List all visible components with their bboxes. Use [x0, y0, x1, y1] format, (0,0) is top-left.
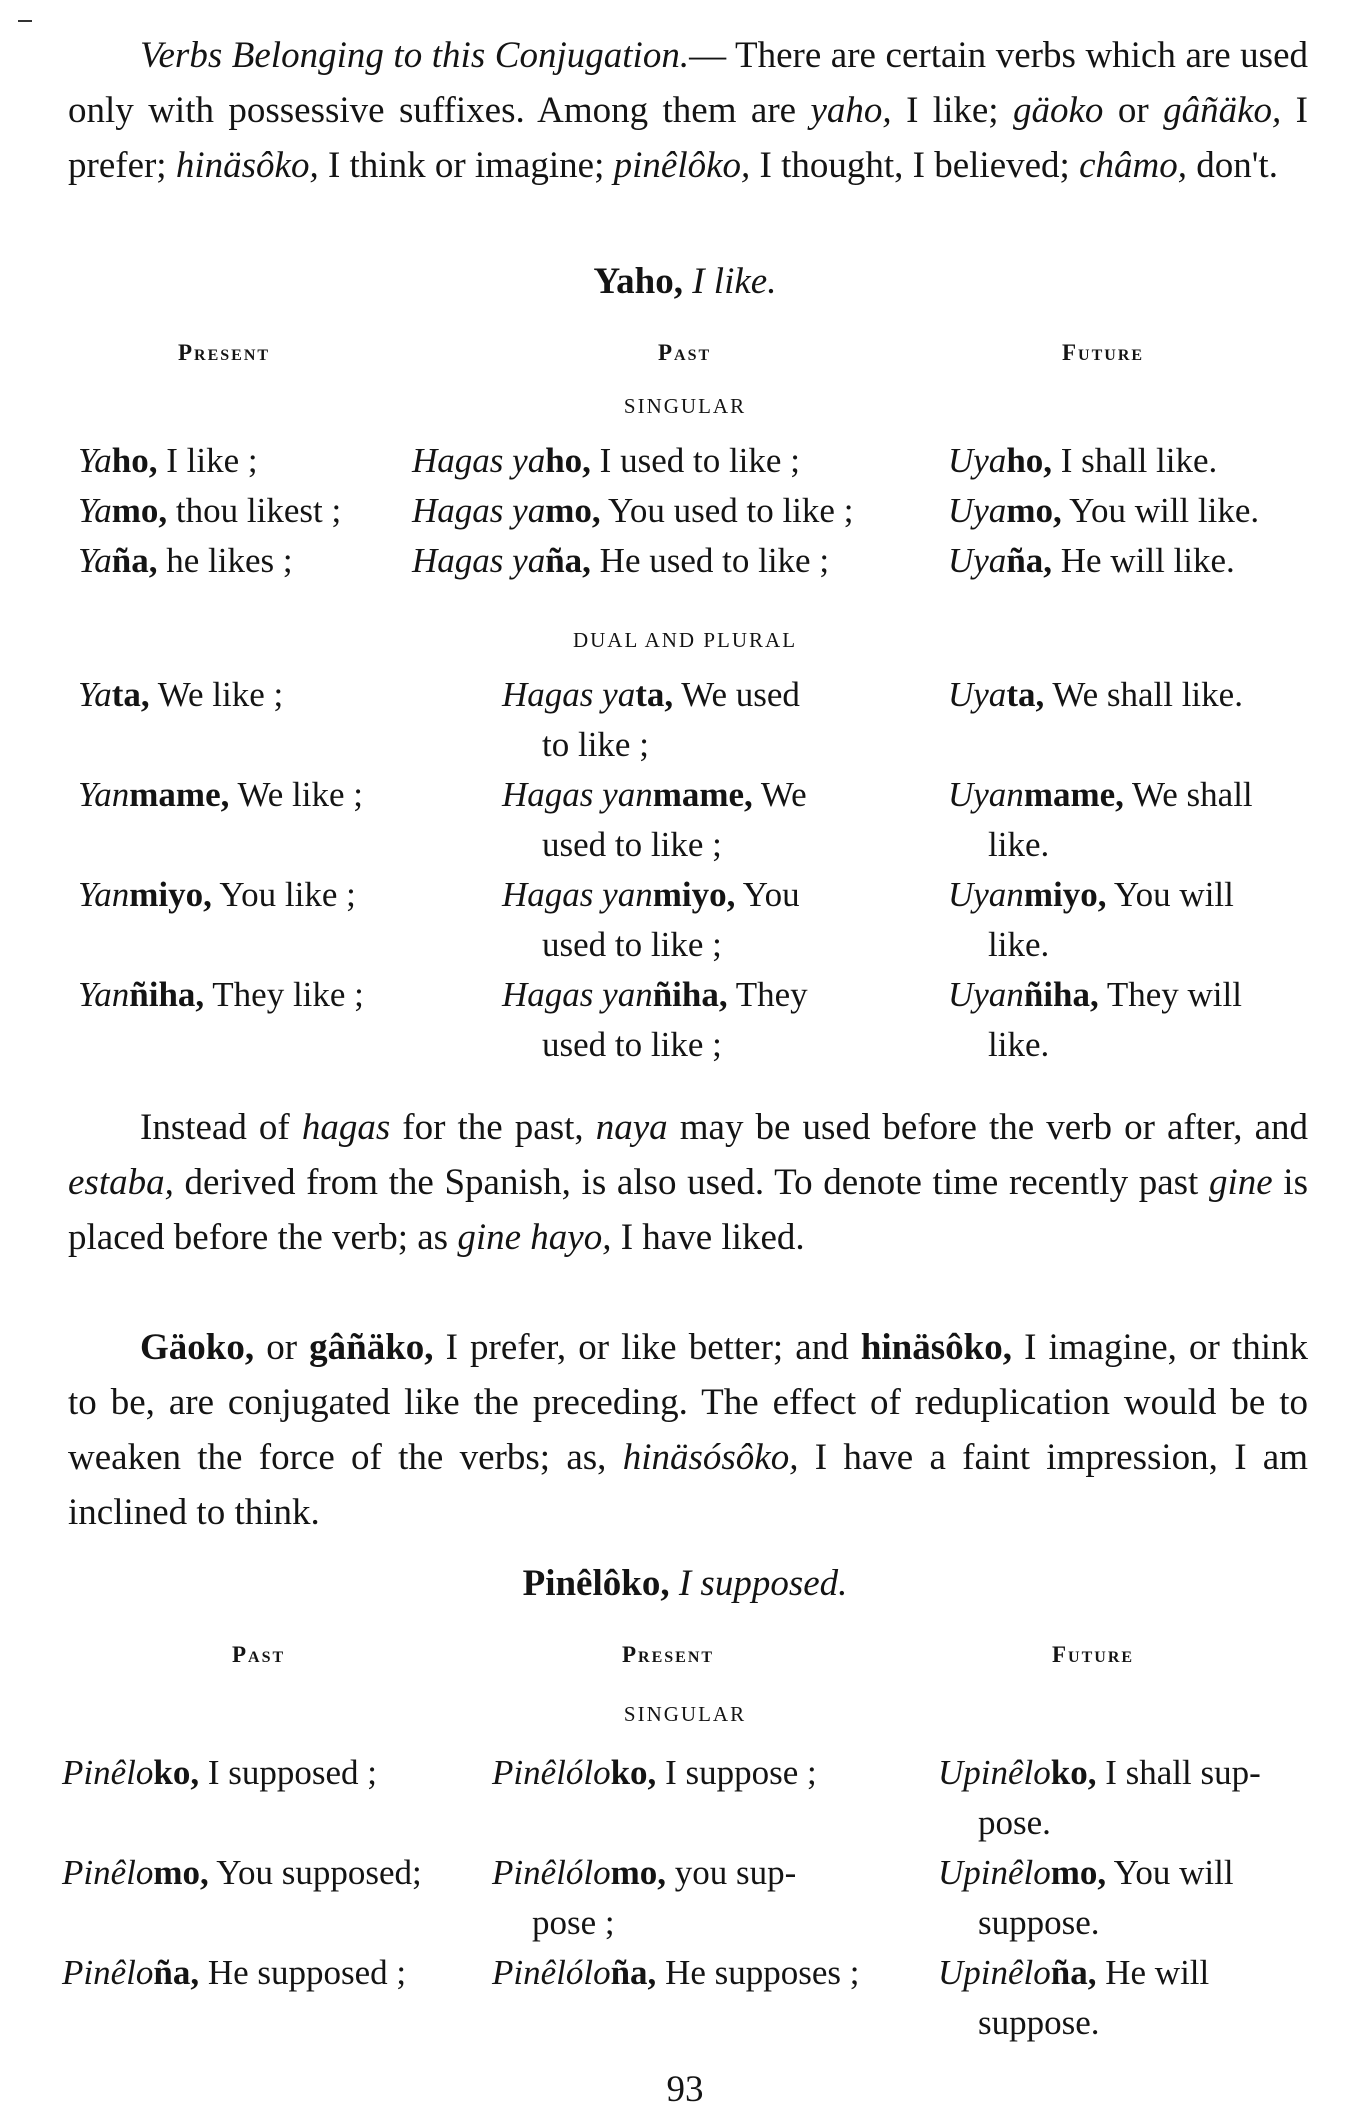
table1-pl-past-3: Hagas yanmiyo, You used to like ;: [502, 875, 800, 964]
table1-pl-past-1: Hagas yata, We used to like ;: [502, 675, 800, 764]
table1-pl-past-4: Hagas yanñiha, They used to like ;: [502, 975, 808, 1064]
table1-sg-past-1: Hagas yaho, I used to like ;: [412, 441, 800, 480]
table1-pl-past-2: Hagas yanmame, We used to like ;: [502, 775, 807, 864]
intro-paragraph: Verbs Belonging to this Conjugation.— There are certain verbs which are used only with possessive suffixes. Among them are yaho, I like; gäoko or gâñäko, I prefer; hinäsôko, I think or imagine; pinêlôko, I thought, I believed; châmo, don't.: [68, 35, 1309, 186]
paragraph-gaoko: Gäoko, or gâñäko, I prefer, or like better; and hinäsôko, I imagine, or think to be, are conjugated like the preceding. The effect of reduplication would be to weaken the force of the verbs; as, hinäsósôko, I have a faint impression, I am inclined to think.: [68, 1327, 1308, 1533]
table1-pl-future-4: Uyanñiha, They will like.: [948, 975, 1242, 1064]
table1-pl-future-3: Uyanmiyo, You will like.: [948, 875, 1234, 964]
table1-pl-future-1: Uyata, We shall like.: [948, 675, 1243, 714]
table2-past-1: Pinêloko, I supposed ;: [62, 1753, 377, 1792]
section-title: Verbs Belonging to this Conjugation.: [140, 35, 690, 76]
table2-singular-label: SINGULAR: [623, 1702, 747, 1726]
page-number: 93: [666, 2069, 704, 2110]
table2-future-3: Upinêloña, He will suppose.: [938, 1953, 1210, 2042]
table1-sg-future-3: Uyaña, He will like.: [948, 541, 1235, 580]
table2-header-past: Past: [232, 1642, 286, 1667]
table2-future-2: Upinêlomo, You will suppose.: [938, 1853, 1234, 1942]
margin-mark: [18, 20, 32, 22]
table1-pl-present-2: Yanmame, We like ;: [78, 775, 363, 814]
table1-pl-present-1: Yata, We like ;: [78, 675, 284, 714]
table1-plural-label: DUAL AND PLURAL: [572, 628, 798, 652]
table1-sg-future-1: Uyaho, I shall like.: [948, 441, 1218, 480]
table2-past-3: Pinêloña, He supposed ;: [62, 1953, 407, 1992]
table2-present-3: Pinêlóloña, He supposes ;: [492, 1953, 860, 1992]
table1-header-past: Past: [658, 340, 712, 365]
table1-sg-past-3: Hagas yaña, He used to like ;: [412, 541, 830, 580]
table1-sg-future-2: Uyamo, You will like.: [948, 491, 1260, 530]
table1-sg-present-1: Yaho, I like ;: [78, 441, 258, 480]
table2-future-1: Upinêloko, I shall sup- pose.: [938, 1753, 1261, 1842]
table1-sg-present-2: Yamo, thou likest ;: [78, 491, 342, 530]
table1-sg-present-3: Yaña, he likes ;: [78, 541, 293, 580]
table1-header-future: Future: [1062, 340, 1145, 365]
table1-sg-past-2: Hagas yamo, You used to like ;: [412, 491, 854, 530]
table2-past-2: Pinêlomo, You supposed;: [62, 1853, 422, 1892]
table2-present-2: Pinêlólomo, you sup- pose ;: [492, 1853, 797, 1942]
table1-pl-future-2: Uyanmame, We shall like.: [948, 775, 1253, 864]
table2-present-1: Pinêlóloko, I suppose ;: [492, 1753, 817, 1792]
table1-singular-label: SINGULAR: [623, 394, 747, 418]
table2-header-future: Future: [1052, 1642, 1135, 1667]
table2-title: Pinêlôko, I supposed.: [522, 1563, 848, 1604]
table2-header-present: Present: [622, 1642, 715, 1667]
table1-header-present: Present: [178, 340, 271, 365]
table1-title: Yaho, I like.: [593, 261, 777, 302]
table1-pl-present-3: Yanmiyo, You like ;: [78, 875, 356, 914]
paragraph-hagas: Instead of hagas for the past, naya may be used before the verb or after, and estaba, derived from the Spanish, is also used. To denote time recently past gine is placed before the verb; as gine hayo, I have liked.: [68, 1107, 1308, 1258]
table1-pl-present-4: Yanñiha, They like ;: [78, 975, 364, 1014]
